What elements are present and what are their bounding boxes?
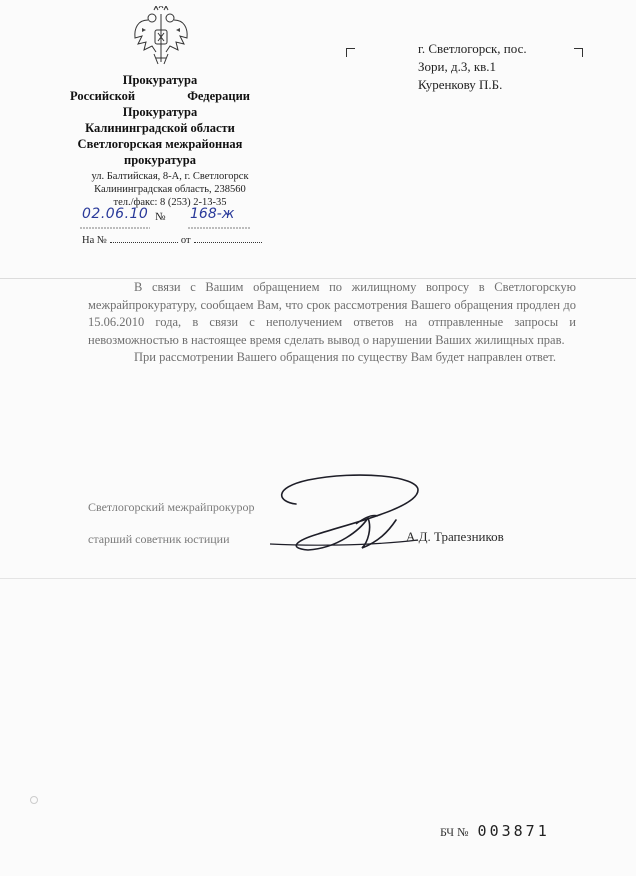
reference-line <box>82 234 265 246</box>
address-corner-mark <box>346 48 355 57</box>
recipient-line: Зори, д.3, кв.1 <box>418 59 497 74</box>
ref-prefix: На № <box>82 235 107 246</box>
letter-body <box>88 279 576 367</box>
address-corner-mark <box>574 48 583 57</box>
recipient-line: Куренкову П.Б. <box>418 77 503 92</box>
paper-mark <box>30 796 38 804</box>
ref-number-blank <box>110 234 178 243</box>
organization-address <box>60 170 280 209</box>
org-line: прокуратура <box>124 153 196 167</box>
number-label: № <box>155 211 166 223</box>
outgoing-number: 168-ж <box>190 206 235 222</box>
address-line: Калининградская область, 238560 <box>94 184 246 195</box>
serial-label: БЧ № <box>440 825 469 839</box>
ref-date-blank <box>194 234 262 243</box>
recipient-block <box>418 40 527 94</box>
body-paragraph: При рассмотрении Вашего обращения по существу Вам будет направлен ответ. <box>134 350 556 364</box>
signer-title: Светлогорский межрайпрокурор <box>88 500 255 514</box>
signer-rank: старший советник юстиции <box>88 532 230 546</box>
fold-line <box>0 578 636 579</box>
ref-from-label: от <box>180 235 191 246</box>
org-line: Прокуратура <box>122 105 198 119</box>
address-line: тел./факс: 8 (253) 2-13-35 <box>113 197 227 208</box>
body-paragraph: В связи с Вашим обращением по жилищному вопросу в Светлогорскую межрайпрокуратуру, сообщаем Вам, что срок рассмотрения Вашего обращения продлен до 15.06.2010 года, в связи с неполучением ответов на отправленные запросы и невозможностью в настоящее время сделать вывод о нарушении Ваших жилищных прав. <box>88 280 576 347</box>
org-line: Калининградской области <box>85 121 235 135</box>
organization-name <box>60 72 260 168</box>
org-line: Светлогорская межрайонная <box>77 137 243 151</box>
serial-number <box>440 822 550 840</box>
outgoing-date: 02.06.10 <box>82 206 149 222</box>
serial-value: 003871 <box>477 822 550 840</box>
coat-of-arms-icon <box>132 6 190 68</box>
signer-name: А.Д. Трапезников <box>406 529 504 544</box>
org-line: Прокуратура <box>122 73 198 87</box>
recipient-line: г. Светлогорск, пос. <box>418 41 527 56</box>
address-line: ул. Балтийская, 8-А, г. Светлогорск <box>91 171 249 182</box>
org-line: Российской Федерации <box>70 89 250 103</box>
